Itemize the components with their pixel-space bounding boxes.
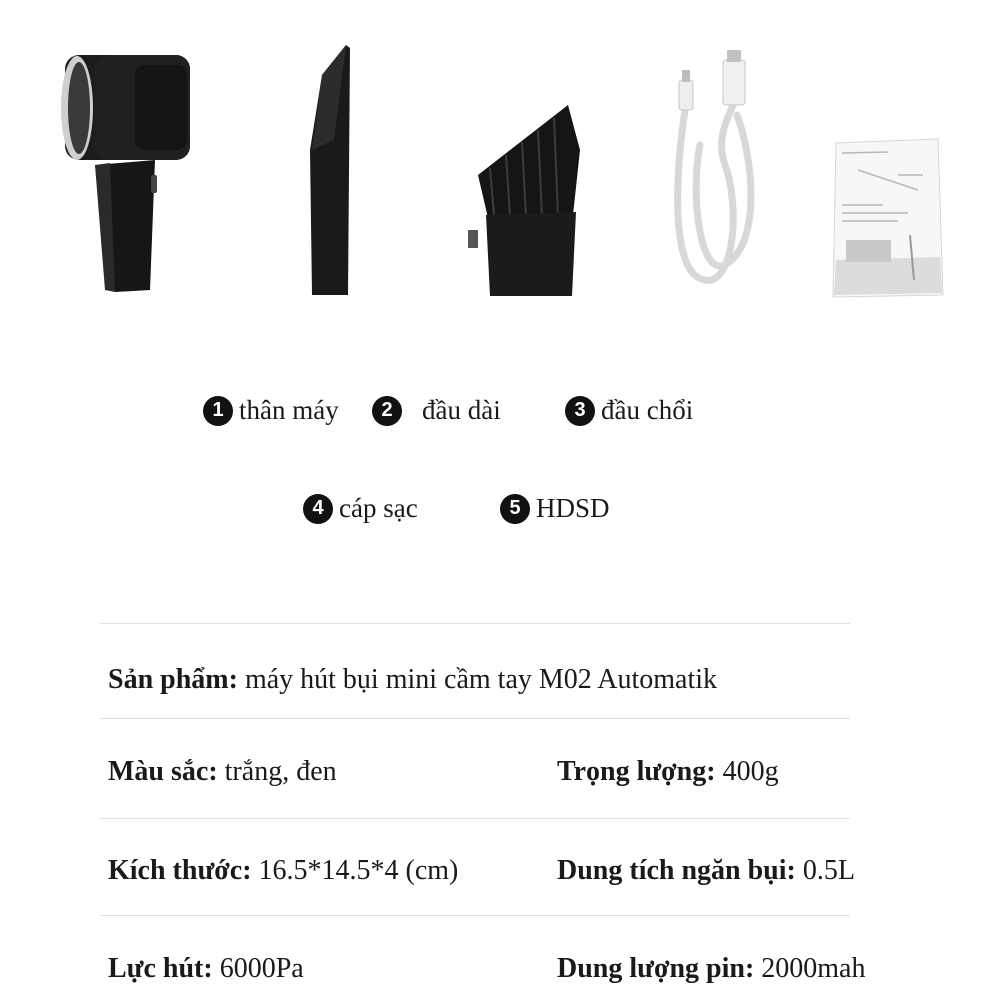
legend-label: cáp sạc xyxy=(339,493,418,523)
spec-value: 6000Pa xyxy=(219,953,304,984)
legend-item-cable xyxy=(303,493,418,524)
number-badge: 2 xyxy=(372,396,402,426)
spec-battery xyxy=(557,953,866,985)
spec-label: Trọng lượng: xyxy=(557,756,716,787)
spec-weight xyxy=(557,756,779,788)
legend-label: đầu chổi xyxy=(601,395,694,425)
manual-image xyxy=(828,135,948,305)
spec-value: 400g xyxy=(722,756,779,787)
vacuum-body-image xyxy=(55,50,205,300)
spec-capacity xyxy=(557,855,855,887)
spec-label: Màu sắc: xyxy=(108,756,218,787)
spec-value: 2000mah xyxy=(761,953,866,984)
spec-label: Dung tích ngăn bụi: xyxy=(557,855,796,886)
spec-label: Lực hút: xyxy=(108,953,213,984)
divider xyxy=(100,915,850,916)
legend-item-brush xyxy=(565,395,693,426)
spec-value: trắng, đen xyxy=(224,756,337,787)
legend-item-manual xyxy=(500,493,610,524)
charging-cable-image xyxy=(665,45,775,295)
brush-nozzle-image xyxy=(468,100,588,300)
spec-size xyxy=(108,855,458,887)
spec-color xyxy=(108,756,337,788)
divider xyxy=(100,718,850,719)
divider xyxy=(100,818,850,819)
spec-suction xyxy=(108,953,304,985)
spec-value: 16.5*14.5*4 (cm) xyxy=(258,855,459,886)
spec-value: 0.5L xyxy=(802,855,855,886)
spec-label: Sản phẩm: xyxy=(108,664,238,695)
divider xyxy=(100,623,850,624)
number-badge: 4 xyxy=(303,494,333,524)
legend-label: đầu dài xyxy=(422,395,501,425)
legend-item-long-nozzle xyxy=(372,395,501,426)
long-nozzle-image xyxy=(300,40,360,300)
legend-label: HDSD xyxy=(536,493,610,523)
number-badge: 3 xyxy=(565,396,595,426)
number-badge: 5 xyxy=(500,494,530,524)
spec-product xyxy=(108,664,717,696)
spec-label: Kích thước: xyxy=(108,855,252,886)
spec-value: máy hút bụi mini cầm tay M02 Automatik xyxy=(244,664,717,695)
number-badge: 1 xyxy=(203,396,233,426)
legend-label: thân máy xyxy=(239,395,339,425)
legend-item-body xyxy=(203,395,339,426)
spec-label: Dung lượng pin: xyxy=(557,953,755,984)
